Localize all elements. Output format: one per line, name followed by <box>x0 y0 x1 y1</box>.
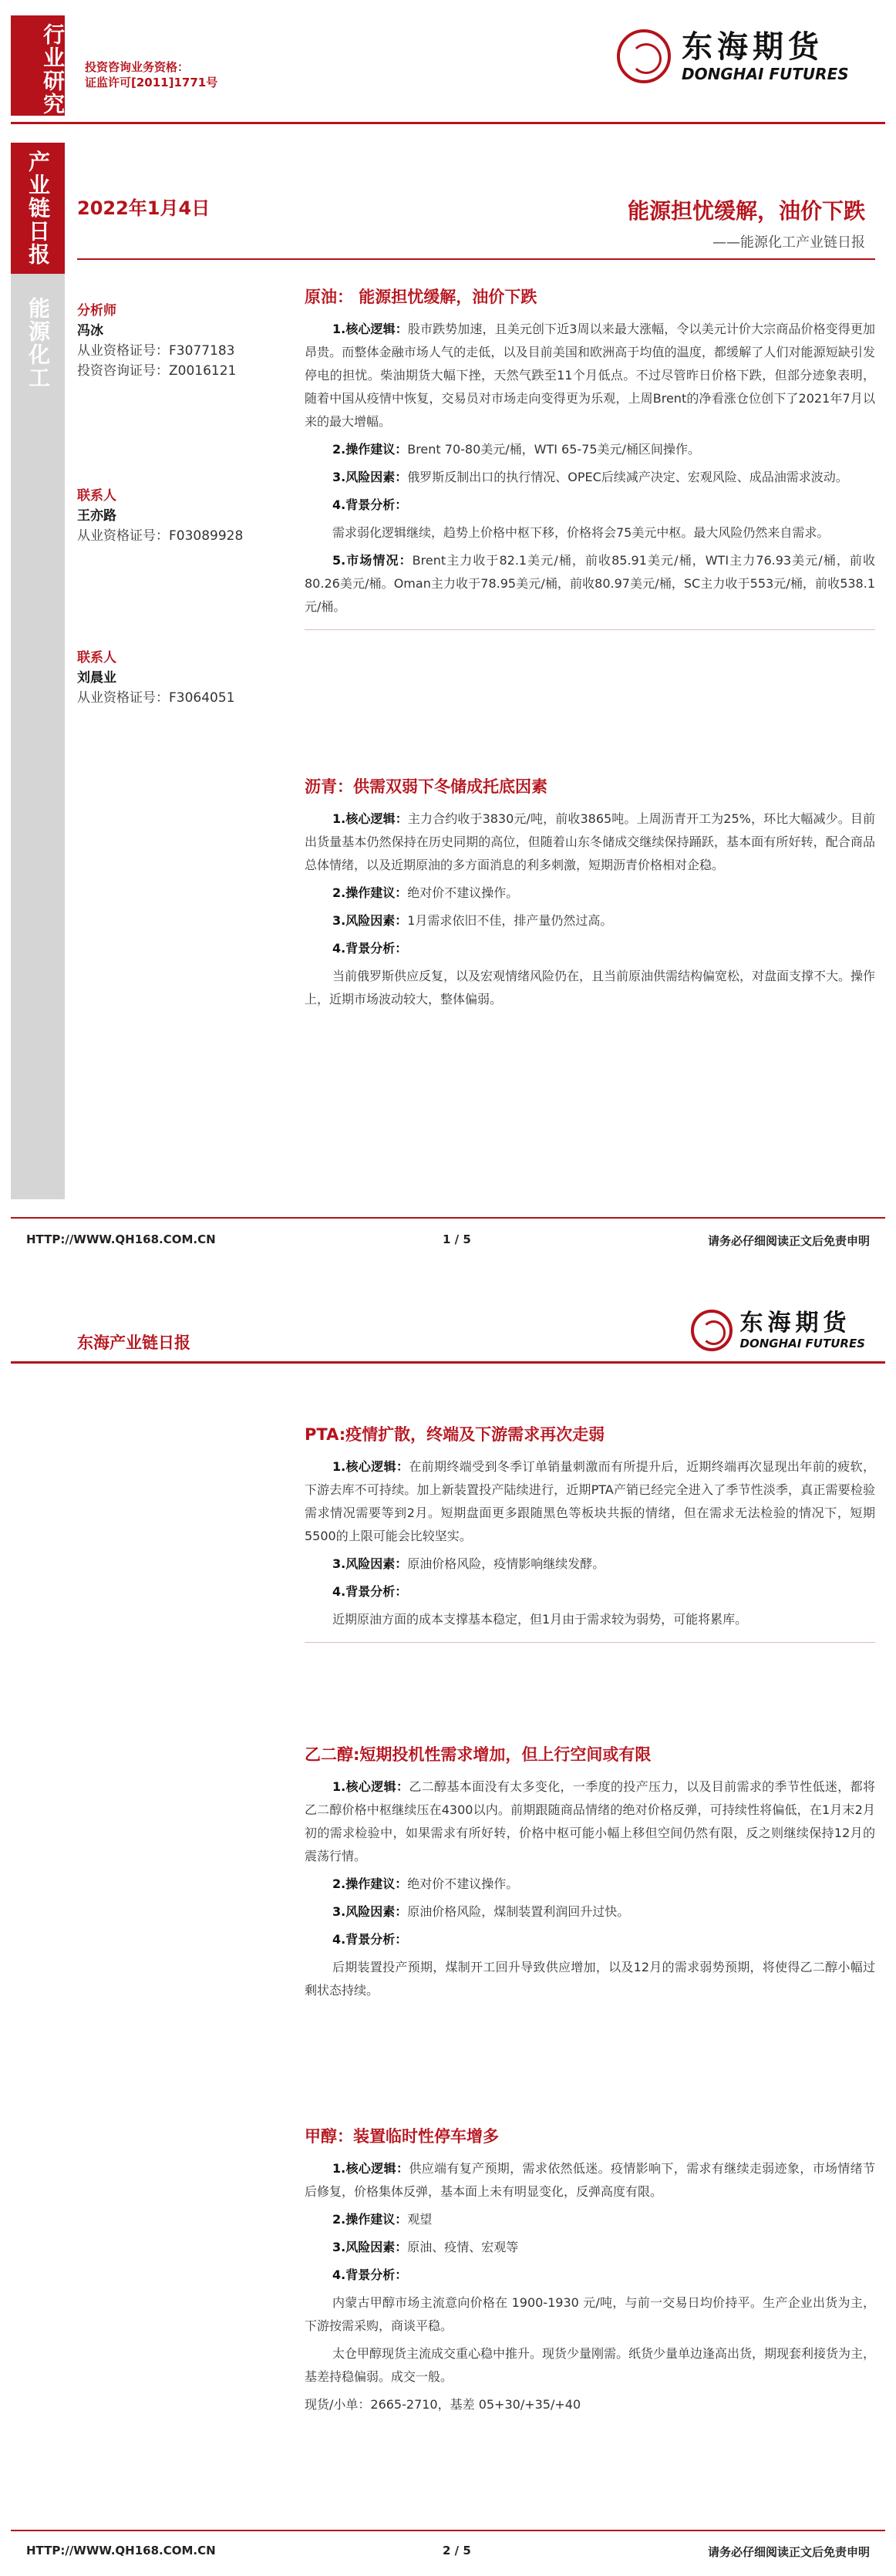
contact-role: 联系人 <box>77 650 116 666</box>
methanol-section <box>305 2125 875 2421</box>
footer-divider <box>11 1217 885 1219</box>
bitumen-title: 沥青：供需双弱下冬储成托底因素 <box>305 777 547 796</box>
op-label: 2.操作建议： <box>332 2212 408 2227</box>
meg-section <box>305 1743 875 2007</box>
industry-research-tag: 行业研究 <box>11 15 65 116</box>
qualification-line-2: 证监许可[2011]1771号 <box>85 76 218 89</box>
contact-cert: 从业资格证号：F3064051 <box>77 690 235 706</box>
op-text: 绝对价不建议操作。 <box>407 885 519 900</box>
title-divider <box>77 258 875 260</box>
methanol-op <box>305 2208 875 2231</box>
logic-text: 供应端有复产预期，需求依然低迷。疫情影响下，需求有继续走弱迹象，市场情绪节后修复，价格集体反弹，基本面上未有明显变化，反弹高度有限。 <box>305 2161 875 2199</box>
pta-title: PTA:疫情扩散，终端及下游需求再次走弱 <box>305 1425 605 1444</box>
risk-text: 原油价格风险，煤制装置利润回升过快。 <box>407 1904 630 1919</box>
section-divider <box>305 629 875 630</box>
methanol-bg-2: 太仓甲醇现货主流成交重心稳中推升。现货少量刚需。纸货少量单边逢高出货，期现套利接货为主，基差持稳偏弱。成交一般。 <box>305 2346 876 2384</box>
contact-name: 冯冰 <box>77 323 103 339</box>
risk-label: 3.风险因素： <box>332 1556 408 1571</box>
dragon-logo-icon <box>691 1310 733 1351</box>
bg-label: 4.背景分析： <box>332 1932 408 1947</box>
market-label: 5.市场情况： <box>332 553 413 568</box>
op-text: 观望 <box>407 2212 433 2227</box>
crude-bg: 需求弱化逻辑继续，趋势上价格中枢下移，价格将会75美元中枢。最大风险仍然来自需求。 <box>332 525 830 540</box>
bitumen-bg: 当前俄罗斯供应反复，以及宏观情绪风险仍在，且当前原油供需结构偏宽松，对盘面支撑不大。操作上，近期市场波动较大，整体偏弱。 <box>305 969 876 1006</box>
disclaimer-note: 请务必仔细阅读正文后免责申明 <box>707 1234 870 1248</box>
header-divider <box>11 122 885 124</box>
contact-role: 分析师 <box>77 303 116 319</box>
risk-text: 原油价格风险，疫情影响继续发酵。 <box>407 1556 605 1571</box>
meg-risk <box>305 1900 875 1924</box>
meg-title: 乙二醇:短期投机性需求增加，但上行空间或有限 <box>305 1745 652 1764</box>
logo-en-text: DONGHAI FUTURES <box>682 65 849 83</box>
risk-text: 俄罗斯反制出口的执行情况、OPEC后续减产决定、宏观风险、成品油需求波动。 <box>407 470 848 484</box>
op-text: 绝对价不建议操作。 <box>407 1876 519 1891</box>
logo-cn-text: 东海期货 <box>739 1310 851 1337</box>
methanol-logic <box>305 2157 875 2203</box>
meg-op <box>305 1873 875 1896</box>
crude-title: 原油： 能源担忧缓解，油价下跌 <box>305 288 537 306</box>
risk-text: 1月需求依旧不佳，排产量仍然过高。 <box>407 913 613 928</box>
meg-bg: 后期装置投产预期，煤制开工回升导致供应增加，以及12月的需求弱势预期，将使得乙二醇小幅过剩状态持续。 <box>305 1960 875 1998</box>
page-subtitle: ——能源化工产业链日报 <box>712 234 865 251</box>
bg-label: 4.背景分析： <box>332 1584 408 1599</box>
op-text: Brent 70-80美元/桶，WTI 65-75美元/桶区间操作。 <box>407 442 700 457</box>
dragon-logo-icon <box>617 29 671 83</box>
pta-section <box>305 1423 875 1660</box>
methanol-bg-1: 内蒙古甲醇市场主流意向价格在 1900-1930 元/吨，与前一交易日均价持平。生产企业出货为主，下游按需采购，商谈平稳。 <box>305 2295 875 2333</box>
page-title: 能源担忧缓解，油价下跌 <box>627 198 865 224</box>
footer-url[interactable]: HTTP://WWW.QH168.COM.CN <box>26 1232 216 1246</box>
pta-logic <box>305 1455 875 1548</box>
donghai-logo <box>617 29 849 83</box>
contact-cert: 从业资格证号：F3077183 <box>77 343 235 359</box>
crude-logic <box>305 318 875 433</box>
crude-op <box>305 438 875 461</box>
crude-risk <box>305 466 875 489</box>
logic-label: 1.核心逻辑： <box>332 322 408 336</box>
section-divider <box>305 1642 875 1643</box>
op-label: 2.操作建议： <box>332 885 408 900</box>
risk-label: 3.风险因素： <box>332 470 408 484</box>
crude-section <box>305 285 875 647</box>
report-page-1 <box>0 0 896 1280</box>
bg-label: 4.背景分析： <box>332 497 408 512</box>
energy-chem-tag: 能源化工 <box>25 297 51 389</box>
risk-label: 3.风险因素： <box>332 2240 408 2254</box>
market-text: Brent主力收于82.1美元/桶，前收85.91美元/桶，WTI主力76.93美元/桶，前收80.26美元/桶。Oman主力收于78.95美元/桶，前收80.97美元/桶，SC主力收于553元/桶，前收538.1元/桶。 <box>305 553 875 614</box>
logic-label: 1.核心逻辑： <box>332 1779 409 1794</box>
logic-label: 1.核心逻辑： <box>332 811 408 826</box>
contact-person-2 <box>77 648 285 708</box>
logic-text: 乙二醇基本面没有太多变化，一季度的投产压力，以及目前需求的季节性低迷，都将乙二醇价格中枢继续压在4300以内。前期跟随商品情绪的绝对价格反弹，可持续性将偏低，在1月末2月初的需求检验中，如果需求有所好转，价格中枢可能小幅上移但空间仍然有限，反之则继续保持12月的震荡行情。 <box>305 1779 875 1863</box>
footer-divider <box>11 2530 885 2531</box>
contact-name: 王亦路 <box>77 508 116 524</box>
bg-label: 4.背景分析： <box>332 941 408 956</box>
bitumen-risk <box>305 909 875 932</box>
logic-text: 主力合约收于3830元/吨，前收3865吨。上周沥青开工为25%，环比大幅减少。目前出货量基本仍然保持在历史同期的高位，但随着山东冬储成交继续保持踊跃，基本面有所好转，配合商品总体情绪，以及近期原油的多方面消息的利多刺激，短期沥青价格相对企稳。 <box>305 811 875 872</box>
bitumen-section <box>305 775 875 1016</box>
header-divider <box>11 1361 885 1364</box>
chain-report-tag: 产业链日报 <box>11 143 65 274</box>
page-number: 1 / 5 <box>443 1232 471 1246</box>
contact-role: 联系人 <box>77 488 116 504</box>
bg-label: 4.背景分析： <box>332 2267 408 2282</box>
methanol-title: 甲醇：装置临时性停车增多 <box>305 2127 499 2146</box>
methanol-spot: 现货/小单：2665-2710，基差 05+30/+35/+40 <box>305 2397 581 2412</box>
meg-logic <box>305 1775 875 1868</box>
contact-cert: 从业资格证号：F03089928 <box>77 528 244 544</box>
op-label: 2.操作建议： <box>332 1876 408 1891</box>
report-page-2 <box>0 1280 896 2576</box>
op-label: 2.操作建议： <box>332 442 408 457</box>
page-number: 2 / 5 <box>443 2544 471 2557</box>
bitumen-logic <box>305 808 875 877</box>
qualification-line-1: 投资咨询业务资格： <box>85 60 190 74</box>
logic-label: 1.核心逻辑： <box>332 1459 409 1474</box>
risk-text: 原油、疫情、宏观等 <box>407 2240 519 2254</box>
footer-url[interactable]: HTTP://WWW.QH168.COM.CN <box>26 2544 216 2557</box>
pta-risk <box>305 1553 875 1576</box>
analyst-contact <box>77 301 285 381</box>
logo-en-text: DONGHAI FUTURES <box>739 1337 865 1350</box>
pta-bg: 近期原油方面的成本支撑基本稳定，但1月由于需求较为弱势，可能将累库。 <box>332 1612 748 1627</box>
logic-text: 在前期终端受到冬季订单销量刺激而有所提升后，近期终端再次显现出年前的疲软，下游去库不可持续。加上新装置投产陆续进行，近期PTA产销已经完全进入了季节性淡季，真正需要检验需求情况需要等到2月。短期盘面更多跟随黑色等板块共振的情绪，但在需求无法检验的情况下，短期5500的上限可能会比较坚实。 <box>305 1459 875 1543</box>
logic-label: 1.核心逻辑： <box>332 2161 409 2176</box>
risk-label: 3.风险因素： <box>332 913 408 928</box>
logic-text: 股市跌势加速，且美元创下近3周以来最大涨幅，令以美元计价大宗商品价格变得更加昂贵。而整体金融市场人气的走低，以及目前美国和欧洲高于均值的温度，都缓解了人们对能源短缺引发停电的担忧。柴油期货大幅下挫，天然气跌至11个月低点。不过尽管昨日价格下跌，但部分迹象表明，随着中国从疫情中恢复，交易员对市场走向变得更为乐观，上周Brent的净看涨仓位创下了2021年7月以来的最大增幅。 <box>305 322 875 429</box>
disclaimer-note: 请务必仔细阅读正文后免责申明 <box>707 2545 870 2559</box>
contact-person-1 <box>77 486 285 546</box>
logo-cn-text: 东海期货 <box>682 29 824 65</box>
methanol-risk <box>305 2236 875 2259</box>
crude-market <box>305 549 875 619</box>
contact-name: 刘晨业 <box>77 670 116 686</box>
risk-label: 3.风险因素： <box>332 1904 408 1919</box>
donghai-logo <box>691 1310 865 1351</box>
header-title: 东海产业链日报 <box>77 1334 190 1352</box>
contact-cert: 投资咨询证号：Z0016121 <box>77 363 237 379</box>
left-column <box>11 143 65 1199</box>
bitumen-op <box>305 882 875 905</box>
report-date: 2022年1月4日 <box>77 197 211 219</box>
